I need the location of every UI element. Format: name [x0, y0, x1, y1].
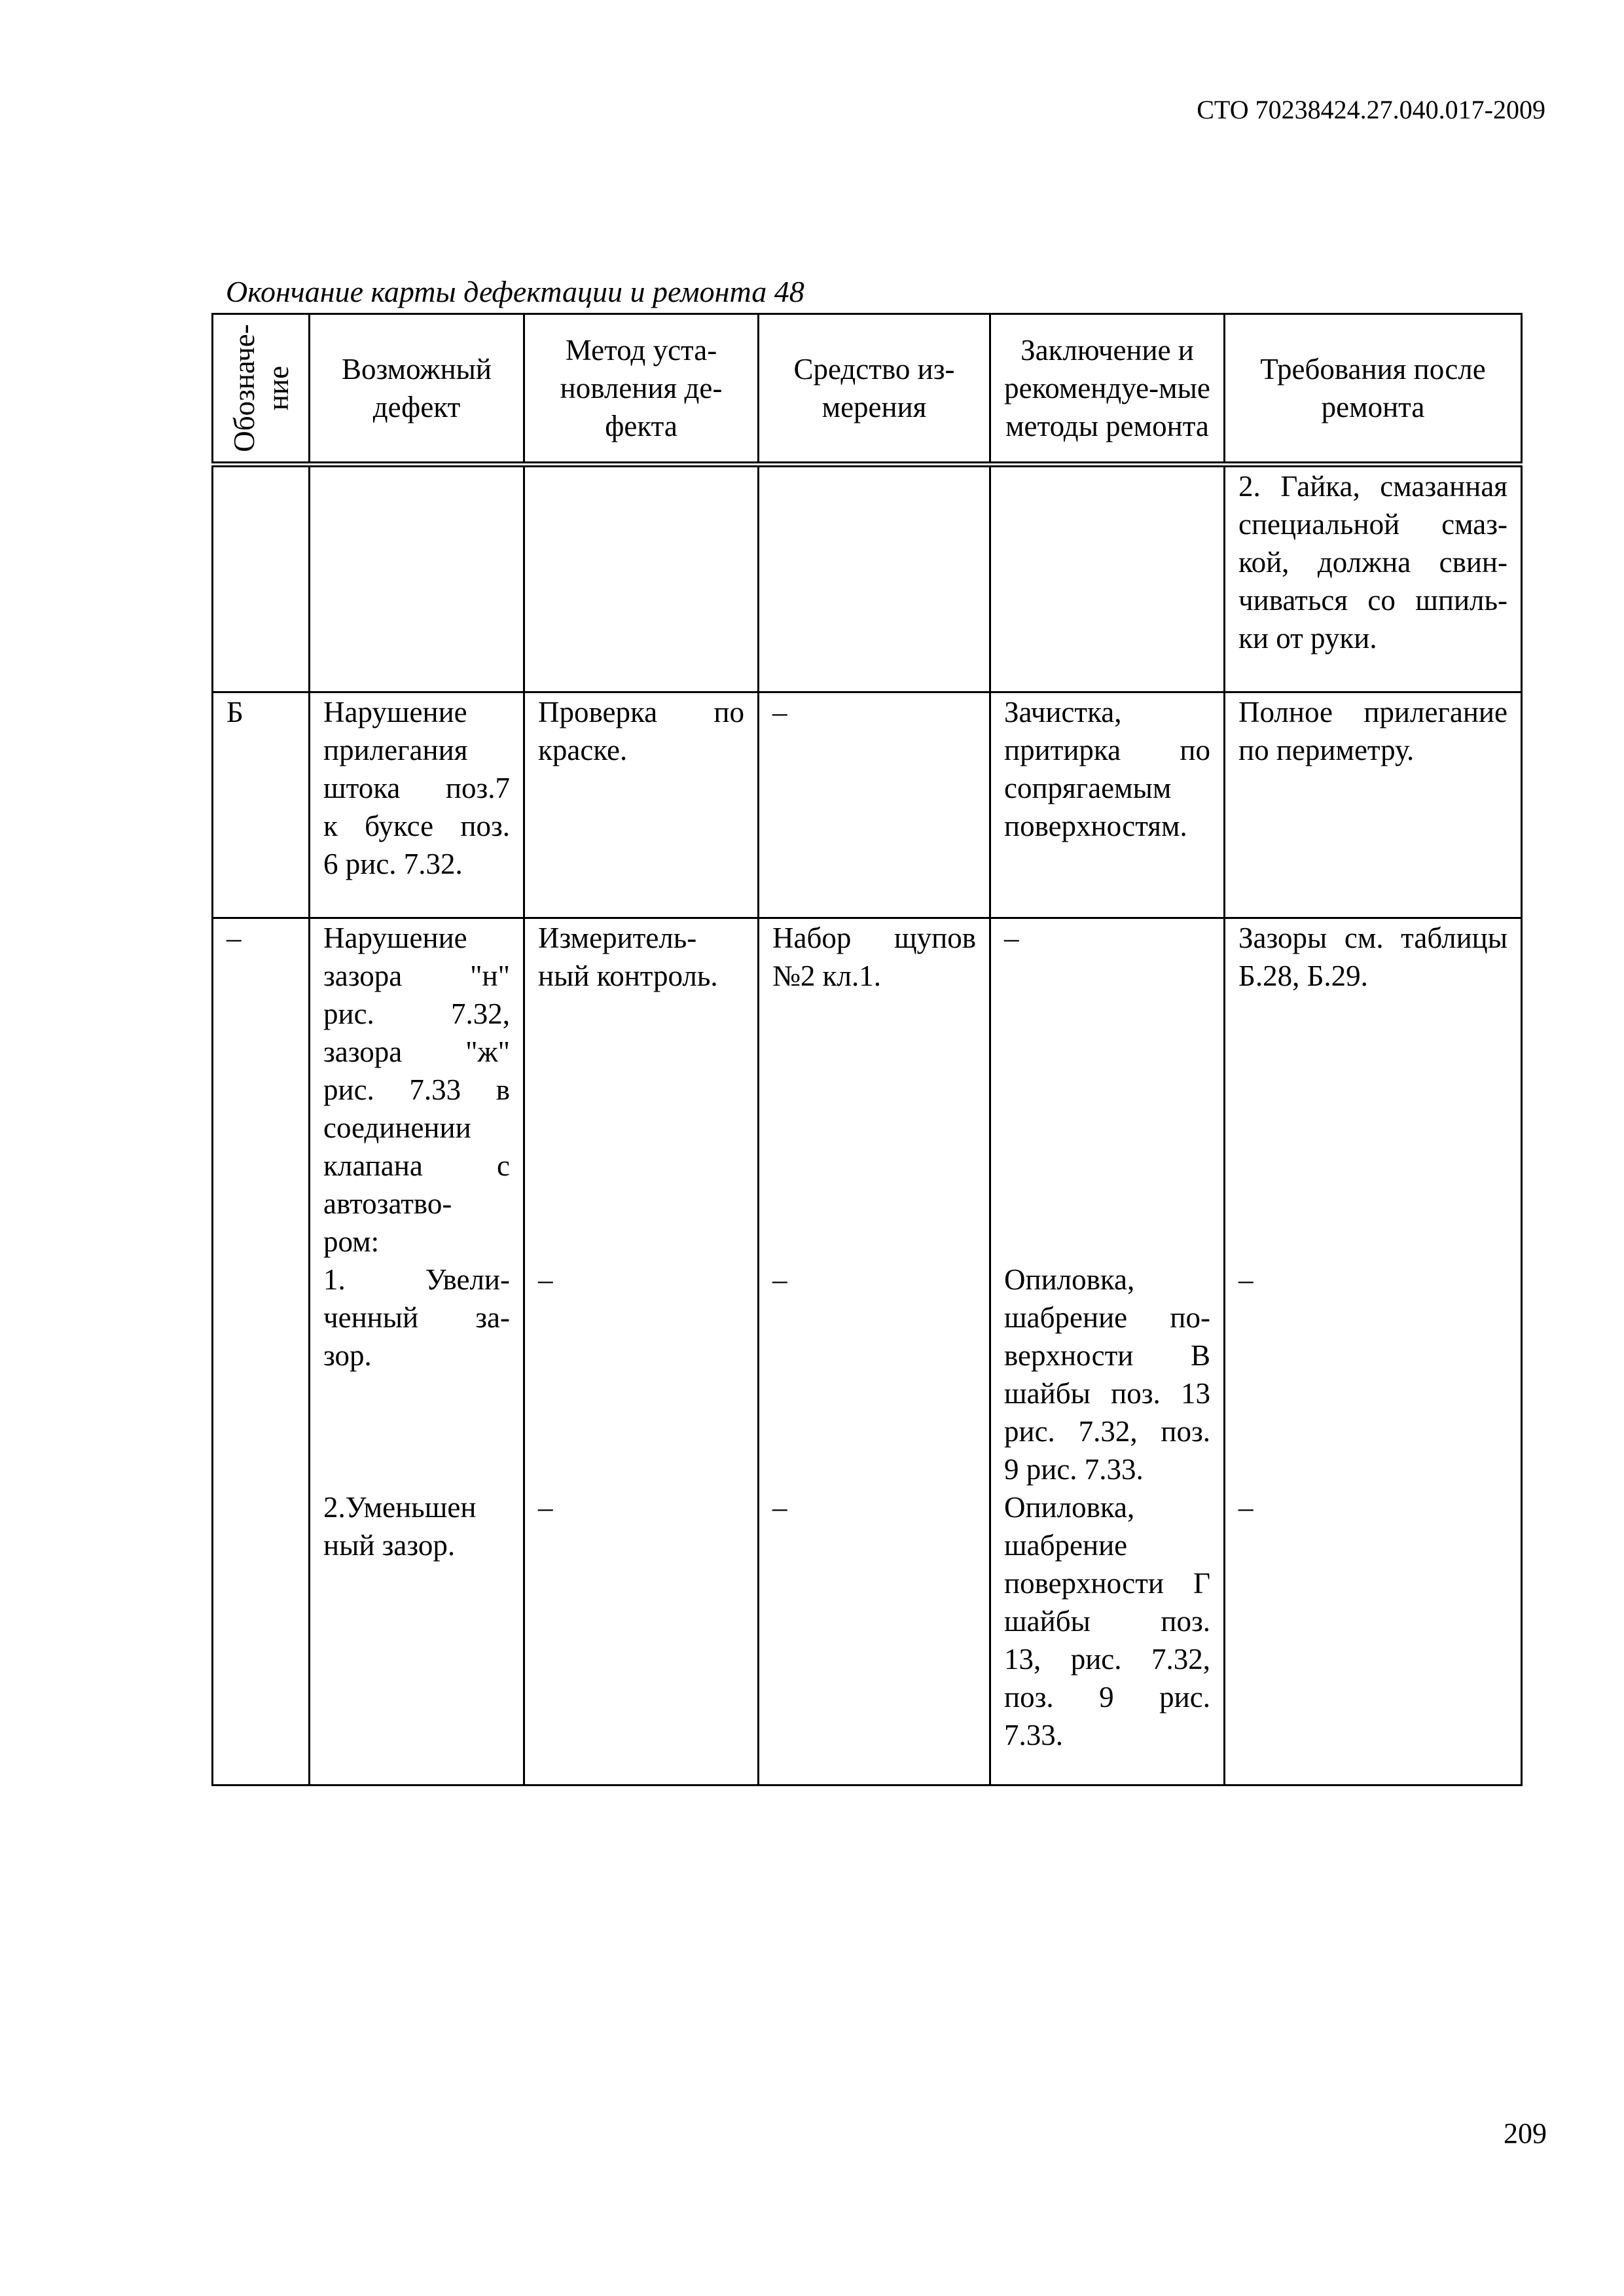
cell-line: автозатво-: [323, 1187, 452, 1220]
header-requirements: Требования после ремонта: [1225, 314, 1522, 465]
cell-conclusion: [990, 692, 1225, 918]
conclusion-sub-1: [1004, 1261, 1210, 1488]
cell-line: Опиловка,: [1004, 1263, 1135, 1296]
table-row: [213, 918, 1522, 1785]
cell-line: зазора "ж": [323, 1035, 510, 1068]
header-designation-text: Обозначе-ние: [227, 324, 295, 452]
conclusion-sub-2: [1004, 1488, 1210, 1754]
cell-line: зор.: [323, 1339, 372, 1372]
cell-method: [524, 918, 759, 1785]
method-sub-2: –: [538, 1491, 553, 1524]
cell-designation: Б: [213, 692, 310, 918]
header-method: Метод уста-новления де-фекта: [524, 314, 759, 465]
cell-line: ченный за-: [323, 1301, 510, 1334]
cell-line: Набор щупов: [772, 922, 976, 954]
cell-line: 2.Уменьшен: [323, 1491, 477, 1524]
header-defect: Возможный дефект: [310, 314, 524, 465]
cell-line: по периметру.: [1238, 734, 1415, 766]
table-caption: Окончание карты дефектации и ремонта 48: [226, 275, 804, 308]
header-instrument: Средство из-мерения: [759, 314, 990, 465]
header-conclusion: Заключение и рекомендуе-мые методы ремонта: [990, 314, 1225, 465]
cell-line: Нарушение: [323, 696, 467, 728]
cell-line: Проверка по: [538, 696, 744, 728]
cell-line: 1. Увели-: [323, 1263, 510, 1296]
cell-line: ки от руки.: [1238, 622, 1377, 655]
cell-requirements: [1225, 918, 1522, 1785]
cell-requirements: [1225, 692, 1522, 918]
cell-line: Полное прилегание: [1238, 696, 1507, 728]
cell-line: ный контроль.: [538, 960, 718, 992]
method-main: [538, 919, 744, 1261]
cell-line: специальной смаз-: [1238, 508, 1507, 541]
cell-line: к буксе поз.: [323, 810, 510, 842]
header-designation: [213, 314, 310, 465]
cell-line: рис. 7.32, поз.: [1004, 1415, 1210, 1448]
cell-line: Зачистка,: [1004, 696, 1122, 728]
cell-instrument: [759, 918, 990, 1785]
cell-line: шайбы поз. 13: [1004, 1377, 1210, 1410]
cell-method: [524, 465, 759, 692]
cell-line: 13, рис. 7.32,: [1004, 1643, 1210, 1676]
cell-line: зазора "н": [323, 960, 510, 992]
cell-designation: –: [213, 918, 310, 1785]
table-row: [213, 692, 1522, 918]
cell-line: соединении: [323, 1111, 471, 1144]
cell-line: Нарушение: [323, 922, 467, 954]
table-header-row: [213, 314, 1522, 465]
page-number: 209: [1504, 2117, 1547, 2149]
cell-line: клапана с: [323, 1149, 510, 1182]
document-code: СТО 70238424.27.040.017-2009: [1197, 95, 1545, 124]
cell-line: поверхностям.: [1004, 810, 1187, 842]
cell-line: ный зазор.: [323, 1529, 456, 1562]
cell-line: кой, должна свин-: [1238, 546, 1507, 579]
cell-line: верхности В: [1004, 1339, 1210, 1372]
cell-line: штока поз.7: [323, 772, 510, 804]
cell-line: Измеритель-: [538, 922, 697, 954]
requirements-sub-1: –: [1238, 1263, 1254, 1296]
cell-line: поверхности Г: [1004, 1567, 1210, 1600]
cell-line: чиваться со шпиль-: [1238, 584, 1507, 617]
cell-line: 7.33.: [1004, 1719, 1063, 1751]
defect-sub-2: [323, 1488, 510, 1564]
cell-line: сопрягаемым: [1004, 772, 1172, 804]
cell-line: прилегания: [323, 734, 468, 766]
instrument-sub-1: –: [772, 1263, 787, 1296]
conclusion-main: –: [1004, 922, 1019, 954]
cell-line: шабрение: [1004, 1529, 1128, 1562]
instrument-main: [772, 919, 976, 1261]
cell-conclusion: [990, 465, 1225, 692]
cell-line: шайбы поз.: [1004, 1605, 1210, 1638]
cell-line: 6 рис. 7.32.: [323, 848, 463, 880]
cell-line: ром:: [323, 1225, 380, 1258]
cell-requirements: [1225, 465, 1522, 692]
cell-defect: [310, 692, 524, 918]
cell-line: поз. 9 рис.: [1004, 1681, 1210, 1713]
cell-line: притирка по: [1004, 734, 1210, 766]
requirements-main: [1238, 919, 1507, 1261]
cell-line: Б.28, Б.29.: [1238, 960, 1368, 992]
defect-sub-1: [323, 1261, 510, 1488]
cell-line: Зазоры см. таблицы: [1238, 922, 1507, 954]
cell-line: рис. 7.32,: [323, 997, 510, 1030]
cell-defect: [310, 465, 524, 692]
cell-instrument: –: [759, 692, 990, 918]
cell-line: краске.: [538, 734, 628, 766]
cell-designation: [213, 465, 310, 692]
cell-line: 9 рис. 7.33.: [1004, 1453, 1144, 1486]
defect-main: [323, 919, 510, 1261]
cell-line: 2. Гайка, смазанная: [1238, 470, 1507, 503]
cell-line: рис. 7.33 в: [323, 1073, 510, 1106]
defect-repair-table: [211, 313, 1523, 1786]
cell-line: Опиловка,: [1004, 1491, 1135, 1524]
cell-conclusion: [990, 918, 1225, 1785]
instrument-sub-2: –: [772, 1491, 787, 1524]
method-sub-1: –: [538, 1263, 553, 1296]
cell-line: шабрение по-: [1004, 1301, 1210, 1334]
table-row: [213, 465, 1522, 692]
cell-instrument: [759, 465, 990, 692]
cell-method: [524, 692, 759, 918]
cell-line: №2 кл.1.: [772, 960, 882, 992]
cell-defect: [310, 918, 524, 1785]
requirements-sub-2: –: [1238, 1491, 1254, 1524]
